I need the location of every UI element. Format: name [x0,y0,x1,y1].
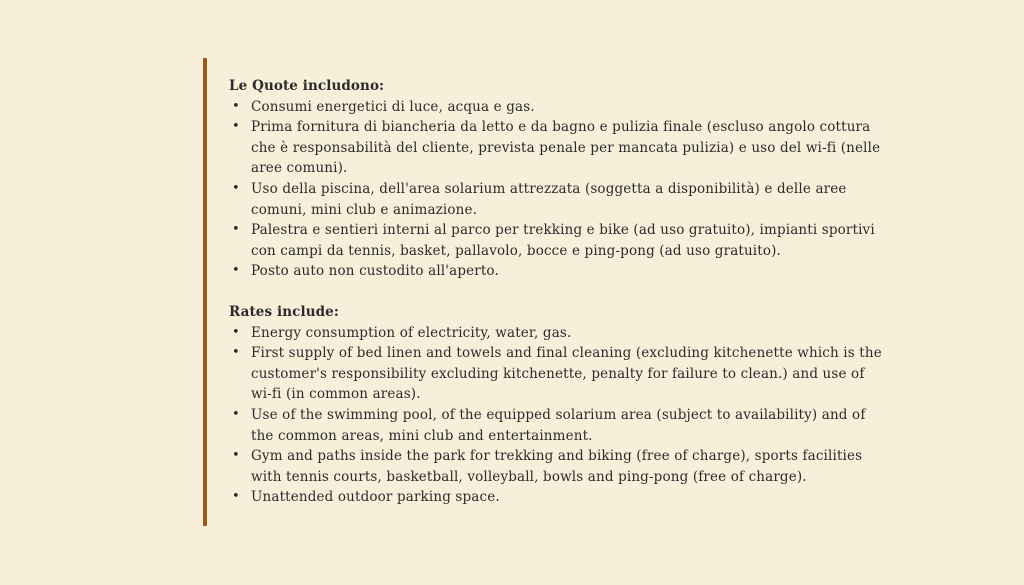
list-item: • Energy consumption of electricity, water, gas. [229,323,883,344]
italian-section-title: Le Quote includono: [229,78,385,94]
list-item: • Prima fornitura di biancheria da letto e da bagno e pulizia finale (escluso angolo cottura che è responsabilità del cliente, prevista penale per mancata pulizia) e uso del wi-fi (nelle aree comuni). [229,117,883,179]
list-item: • Posto auto non custodito all'aperto. [229,261,883,282]
english-inclusions-list [229,323,883,508]
italian-inclusions-list [229,97,883,282]
list-item: • Gym and paths inside the park for trekking and biking (free of charge), sports facilities with tennis courts, basketball, volleyball, bowls and ping-pong (free of charge). [229,446,883,487]
list-item: • First supply of bed linen and towels and final cleaning (excluding kitchenette which is the customer's responsibility excluding kitchenette, penalty for failure to clean.) and use of wi-fi (in common areas). [229,343,883,405]
section-spacer [229,282,883,302]
list-item: • Consumi energetici di luce, acqua e gas. [229,97,883,118]
rates-content-block [203,58,883,526]
list-item: • Use of the swimming pool, of the equipped solarium area (subject to availability) and of the common areas, mini club and entertainment. [229,405,883,446]
list-item: • Palestra e sentieri interni al parco per trekking e bike (ad uso gratuito), impianti sportivi con campi da tennis, basket, pallavolo, bocce e ping-pong (ad uso gratuito). [229,220,883,261]
list-item: • Uso della piscina, dell'area solarium attrezzata (soggetta a disponibilità) e delle aree comuni, mini club e animazione. [229,179,883,220]
english-section-title: Rates include: [229,303,339,320]
list-item: • Unattended outdoor parking space. [229,487,883,508]
